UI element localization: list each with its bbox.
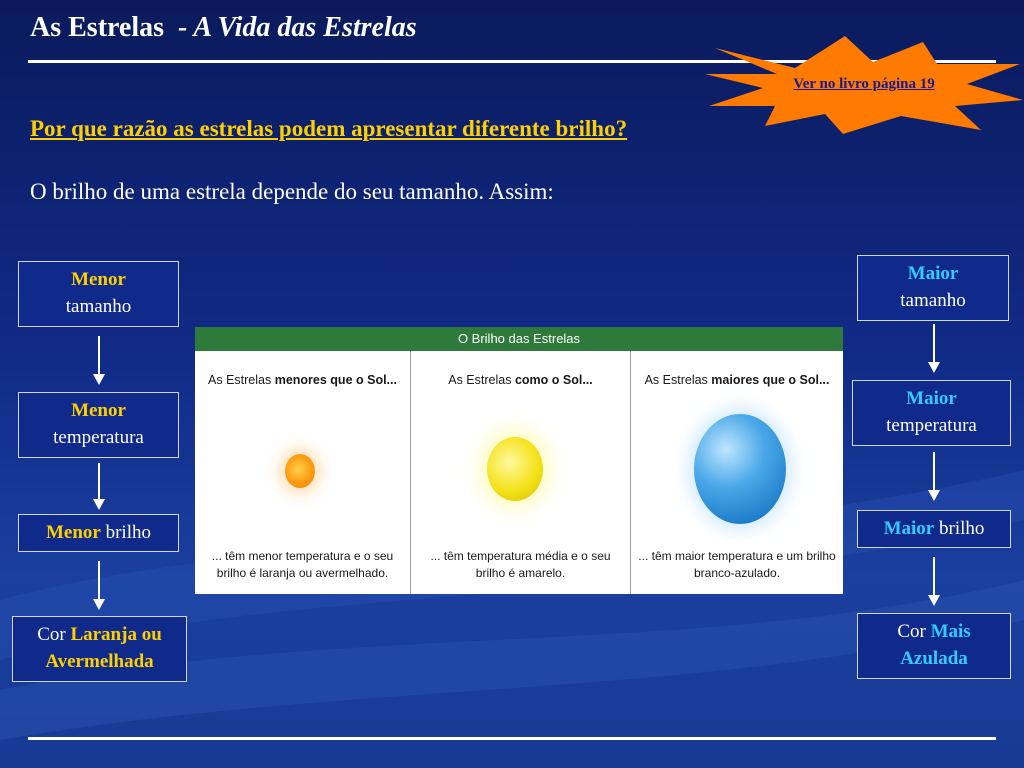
panel-1-line-1: ... têm menor temperatura e o seu [211,549,394,563]
panel-1-top-bold: menores que o Sol... [274,373,397,387]
footer-rule [28,737,996,740]
right-temperature-highlight: Maior [906,388,957,409]
right-arrow-1 [927,324,941,374]
book-page-link[interactable]: Ver no livro página 19 [793,76,935,92]
panel-2-line-2: brilho é amarelo. [475,566,566,580]
panel-2-top-prefix: As Estrelas [448,373,512,387]
right-box-brightness [857,510,1011,548]
left-arrow-2 [92,463,106,511]
panel-3-line-2: branco-azulado. [693,566,781,580]
right-brightness-highlight: Maior [883,518,935,539]
left-size-highlight: Menor [71,269,126,290]
left-color-highlight-1: Laranja ou [70,624,162,645]
left-temperature-label: temperatura [53,427,144,448]
left-temperature-highlight: Menor [71,400,126,421]
orange-star-icon [285,454,315,488]
left-size-label: tamanho [65,296,132,317]
right-size-label: tamanho [900,290,966,311]
left-color-highlight-2: Avermelhada [45,651,154,672]
left-box-brightness [18,514,179,552]
title-subtitle: - A Vida das Estrelas [178,12,417,43]
panel-3-caption-top [631,373,843,387]
question-heading: Por que razão as estrelas podem apresentar diferente brilho? [30,116,628,141]
left-box-temperature [18,392,179,458]
panel-3-line-1: ... têm maior temperatura e um brilho [638,549,836,563]
right-box-size [857,255,1009,321]
left-color-prefix: Cor [37,624,66,645]
panel-1-caption-top [195,373,410,387]
panel-2-top-bold: como o Sol... [514,373,593,387]
panel-2-caption-top [411,373,630,387]
blue-star-icon [694,414,786,524]
left-brightness-highlight: Menor [45,522,101,543]
right-box-color [857,613,1011,679]
panel-2-line-1: ... têm temperatura média e o seu [430,549,611,563]
panel-1-caption-bottom [195,548,410,582]
panel-smaller-stars [195,351,410,594]
title-main: As Estrelas [30,12,165,43]
panel-2-caption-bottom [411,548,630,582]
left-box-size [18,261,179,327]
yellow-star-icon [487,437,543,501]
panel-3-caption-bottom [631,548,843,582]
panel-sun-like-stars [410,351,630,594]
left-box-color [12,616,187,682]
right-temperature-label: temperatura [886,415,977,436]
left-brightness-label: brilho [105,522,151,543]
star-brightness-figure [195,327,843,594]
slide-title [30,12,417,44]
right-color-highlight-2: Azulada [900,648,968,669]
panel-larger-stars [630,351,843,594]
right-arrow-3 [927,557,941,607]
left-arrow-3 [92,561,106,611]
left-arrow-1 [92,336,106,386]
book-reference-burst[interactable] [705,34,1023,136]
panel-1-line-2: brilho é laranja ou avermelhado. [216,566,389,580]
right-size-highlight: Maior [907,263,959,284]
right-brightness-label: brilho [939,518,985,539]
panel-1-top-prefix: As Estrelas [208,373,272,387]
panel-3-top-prefix: As Estrelas [644,373,708,387]
right-color-highlight-1: Mais [930,621,971,642]
intro-text: O brilho de uma estrela depende do seu tamanho. Assim: [30,179,554,204]
right-color-prefix: Cor [897,621,926,642]
panel-3-top-bold: maiores que o Sol... [711,373,830,387]
figure-header: O Brilho das Estrelas [195,327,843,351]
right-box-temperature [852,380,1011,446]
right-arrow-2 [927,452,941,502]
